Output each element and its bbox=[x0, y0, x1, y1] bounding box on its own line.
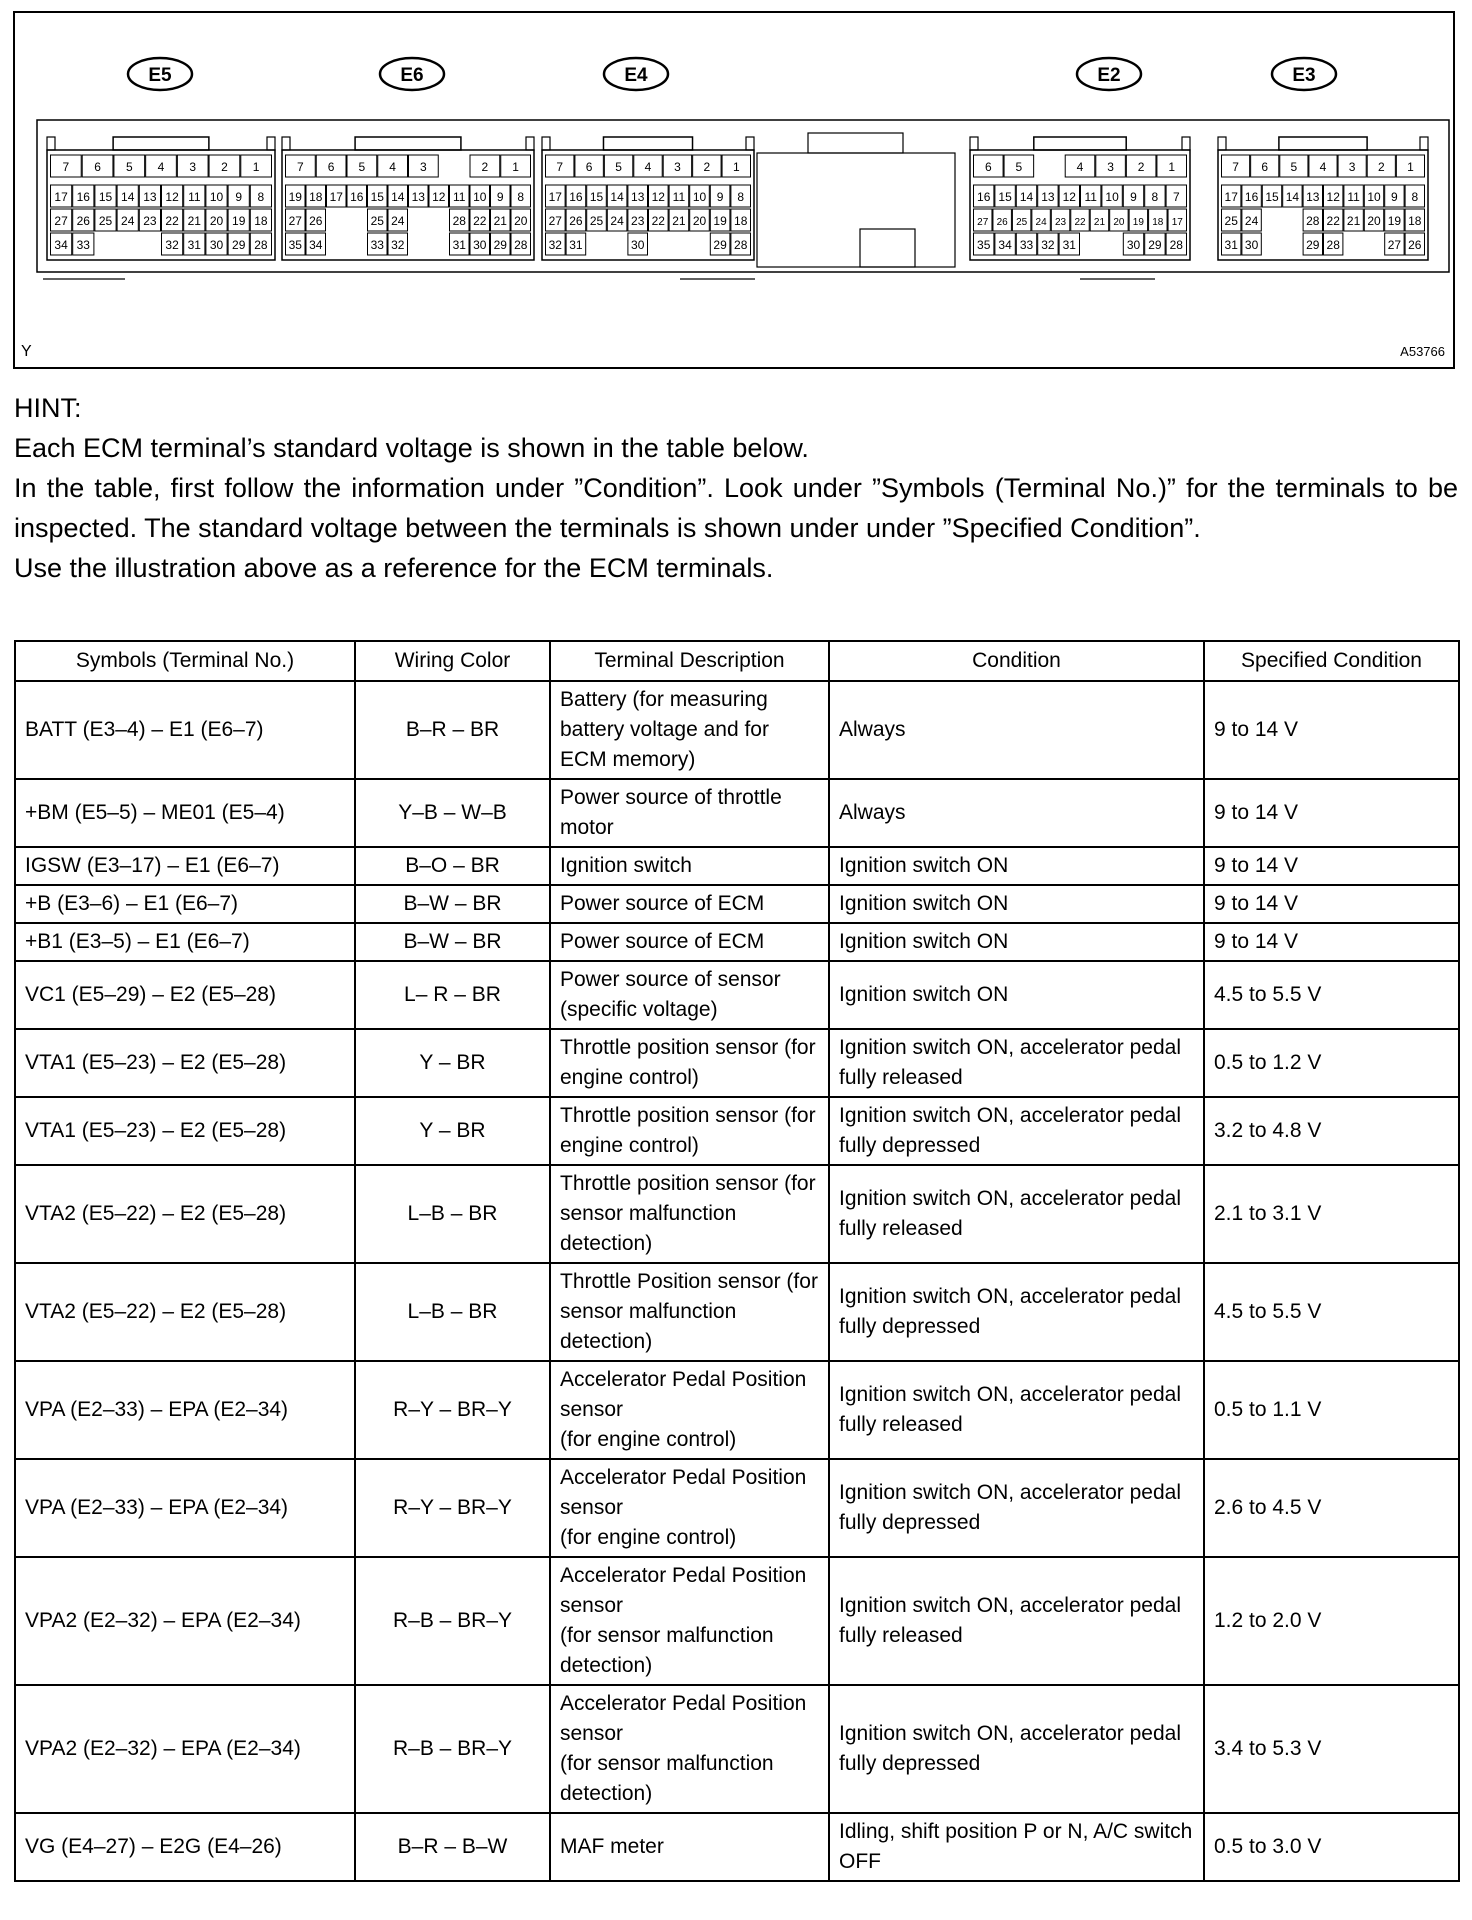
cell-specified: 3.2 to 4.8 V bbox=[1204, 1097, 1459, 1165]
terminal-number: 18 bbox=[1152, 217, 1164, 228]
cell-description: Accelerator Pedal Position sensor (for engine control) bbox=[550, 1459, 829, 1557]
terminal-number: 16 bbox=[350, 190, 364, 204]
terminal-number: 8 bbox=[257, 190, 265, 204]
terminal-number: 7 bbox=[1232, 160, 1239, 174]
table-row bbox=[15, 1263, 1459, 1361]
cell-specified: 9 to 14 V bbox=[1204, 923, 1459, 961]
terminal-number: 28 bbox=[1306, 214, 1320, 228]
terminal-number: 20 bbox=[209, 214, 224, 228]
cell-condition: Ignition switch ON bbox=[829, 961, 1204, 1029]
cell-condition: Idling, shift position P or N, A/C switch OFF bbox=[829, 1813, 1204, 1881]
terminal-number: 7 bbox=[556, 160, 564, 174]
cell-specified: 9 to 14 V bbox=[1204, 885, 1459, 923]
terminal-number: 32 bbox=[1041, 238, 1055, 252]
terminal-number: 15 bbox=[998, 190, 1012, 204]
terminal-number: 10 bbox=[692, 190, 707, 204]
cell-symbols: VPA (E2–33) – EPA (E2–34) bbox=[15, 1459, 355, 1557]
terminal-number: 13 bbox=[1041, 190, 1055, 204]
terminal-number: 34 bbox=[54, 238, 68, 252]
cell-wiring-color: B–O – BR bbox=[355, 847, 550, 885]
header-terminal-description: Terminal Description bbox=[550, 641, 829, 681]
terminal-number: 25 bbox=[1016, 217, 1028, 228]
connector-latch bbox=[603, 137, 692, 150]
terminal-number: 18 bbox=[309, 190, 323, 204]
terminal-number: 29 bbox=[1306, 238, 1320, 252]
connector-post bbox=[1218, 137, 1226, 150]
terminal-number: 31 bbox=[1062, 238, 1076, 252]
cell-description: Power source of sensor (specific voltage) bbox=[550, 961, 829, 1029]
terminal-number: 20 bbox=[692, 214, 707, 228]
terminal-number: 14 bbox=[610, 190, 624, 204]
terminal-number: 11 bbox=[453, 190, 466, 204]
ecm-terminal-table bbox=[14, 640, 1460, 1882]
terminal-number: 17 bbox=[1224, 190, 1238, 204]
cell-specified: 0.5 to 1.2 V bbox=[1204, 1029, 1459, 1097]
table-row bbox=[15, 847, 1459, 885]
connector-label: E5 bbox=[148, 65, 172, 86]
terminal-number: 5 bbox=[125, 160, 133, 174]
terminal-number: 18 bbox=[734, 214, 748, 228]
table-row bbox=[15, 1029, 1459, 1097]
ecm-connector-diagram bbox=[15, 13, 1453, 367]
terminal-number: 2 bbox=[221, 160, 228, 174]
terminal-number: 18 bbox=[1408, 214, 1422, 228]
connector-latch bbox=[355, 137, 461, 150]
terminal-number: 16 bbox=[569, 190, 583, 204]
connector-post bbox=[746, 137, 754, 150]
cell-specified: 0.5 to 1.1 V bbox=[1204, 1361, 1459, 1459]
cell-symbols: BATT (E3–4) – E1 (E6–7) bbox=[15, 681, 355, 779]
cell-symbols: +BM (E5–5) – ME01 (E5–4) bbox=[15, 779, 355, 847]
cell-description: Power source of ECM bbox=[550, 885, 829, 923]
connector-post bbox=[526, 137, 534, 150]
table-row bbox=[15, 1361, 1459, 1459]
terminal-number: 29 bbox=[232, 238, 246, 252]
terminal-number: 13 bbox=[631, 190, 645, 204]
terminal-number: 28 bbox=[254, 238, 268, 252]
table-row bbox=[15, 961, 1459, 1029]
terminal-number: 29 bbox=[1148, 238, 1162, 252]
terminal-number: 3 bbox=[189, 160, 197, 174]
connector-post bbox=[267, 137, 275, 150]
cell-description: Throttle position sensor (for sensor malfunction detection) bbox=[550, 1165, 829, 1263]
terminal-number: 19 bbox=[1387, 214, 1402, 228]
terminal-number: 12 bbox=[651, 190, 665, 204]
terminal-number: 22 bbox=[165, 214, 179, 228]
cell-condition: Ignition switch ON, accelerator pedal fully depressed bbox=[829, 1097, 1204, 1165]
terminal-number: 24 bbox=[1244, 214, 1259, 228]
terminal-number: 33 bbox=[76, 238, 90, 252]
terminal-number: 14 bbox=[121, 190, 135, 204]
terminal-number: 27 bbox=[548, 214, 562, 228]
cell-condition: Ignition switch ON, accelerator pedal fully released bbox=[829, 1029, 1204, 1097]
table-header-row bbox=[15, 641, 1459, 681]
terminal-number: 35 bbox=[977, 238, 991, 252]
table-row bbox=[15, 1557, 1459, 1685]
hint-line-3: Use the illustration above as a reference for the ECM terminals. bbox=[14, 553, 774, 583]
table-row bbox=[15, 1097, 1459, 1165]
connector-post bbox=[282, 137, 290, 150]
cell-condition: Ignition switch ON bbox=[829, 847, 1204, 885]
terminal-number: 12 bbox=[165, 190, 179, 204]
terminal-number: 24 bbox=[1035, 217, 1047, 228]
terminal-number: 28 bbox=[1169, 238, 1183, 252]
terminal-number: 9 bbox=[716, 190, 724, 204]
cell-condition: Ignition switch ON bbox=[829, 923, 1204, 961]
terminal-number: 31 bbox=[569, 238, 583, 252]
terminal-number: 30 bbox=[1244, 238, 1259, 252]
cell-wiring-color: R–B – BR–Y bbox=[355, 1557, 550, 1685]
terminal-number: 14 bbox=[391, 190, 405, 204]
terminal-number: 20 bbox=[1367, 214, 1381, 228]
cell-description: Accelerator Pedal Position sensor (for sensor malfunction detection) bbox=[550, 1557, 829, 1685]
terminal-number: 25 bbox=[98, 214, 113, 228]
hint-section bbox=[14, 388, 1458, 588]
terminal-number: 34 bbox=[998, 238, 1012, 252]
connector-label: E4 bbox=[624, 65, 648, 86]
terminal-number: 11 bbox=[188, 190, 201, 204]
terminal-number: 15 bbox=[1265, 190, 1279, 204]
connector-post bbox=[1420, 137, 1428, 150]
terminal-number: 7 bbox=[297, 160, 304, 174]
terminal-number: 4 bbox=[644, 160, 652, 174]
terminal-number: 28 bbox=[514, 238, 528, 252]
terminal-number: 10 bbox=[209, 190, 224, 204]
terminal-number: 19 bbox=[288, 190, 302, 204]
terminal-number: 25 bbox=[1224, 214, 1238, 228]
cell-symbols: VTA1 (E5–23) – E2 (E5–28) bbox=[15, 1097, 355, 1165]
terminal-number: 23 bbox=[631, 214, 645, 228]
cell-wiring-color: B–W – BR bbox=[355, 885, 550, 923]
connector-label: E2 bbox=[1097, 65, 1121, 86]
connector-post bbox=[1182, 137, 1190, 150]
cell-description: MAF meter bbox=[550, 1813, 829, 1881]
connector-post bbox=[970, 137, 978, 150]
terminal-number: 23 bbox=[1054, 217, 1067, 228]
terminal-number: 5 bbox=[1290, 160, 1298, 174]
terminal-number: 2 bbox=[481, 160, 489, 174]
header-condition: Condition bbox=[829, 641, 1204, 681]
cell-wiring-color: Y – BR bbox=[355, 1097, 550, 1165]
connector-post bbox=[47, 137, 55, 150]
terminal-number: 17 bbox=[329, 190, 343, 204]
terminal-number: 6 bbox=[984, 160, 992, 174]
terminal-number: 28 bbox=[734, 238, 748, 252]
terminal-number: 20 bbox=[514, 214, 528, 228]
terminal-number: 13 bbox=[411, 190, 425, 204]
hint-line-1: Each ECM terminal’s standard voltage is shown in the table below. bbox=[14, 433, 809, 463]
terminal-number: 25 bbox=[370, 214, 384, 228]
cell-wiring-color: R–Y – BR–Y bbox=[355, 1459, 550, 1557]
terminal-number: 15 bbox=[370, 190, 384, 204]
cell-symbols: VG (E4–27) – E2G (E4–26) bbox=[15, 1813, 355, 1881]
terminal-number: 32 bbox=[548, 238, 562, 252]
cell-specified: 4.5 to 5.5 V bbox=[1204, 1263, 1459, 1361]
terminal-number: 3 bbox=[674, 160, 681, 174]
terminal-number: 1 bbox=[732, 160, 740, 174]
terminal-number: 13 bbox=[143, 190, 157, 204]
terminal-number: 7 bbox=[1172, 190, 1180, 204]
connector-post bbox=[542, 137, 550, 150]
terminal-number: 22 bbox=[651, 214, 665, 228]
terminal-number: 5 bbox=[615, 160, 622, 174]
terminal-number: 26 bbox=[996, 217, 1008, 228]
terminal-number: 6 bbox=[585, 160, 593, 174]
cell-condition: Ignition switch ON, accelerator pedal fully depressed bbox=[829, 1685, 1204, 1813]
terminal-number: 9 bbox=[496, 190, 504, 204]
terminal-number: 12 bbox=[432, 190, 446, 204]
header-specified-condition: Specified Condition bbox=[1204, 641, 1459, 681]
cell-specified: 9 to 14 V bbox=[1204, 779, 1459, 847]
terminal-number: 6 bbox=[94, 160, 101, 174]
table-row bbox=[15, 1685, 1459, 1813]
center-latch bbox=[808, 133, 903, 153]
cell-description: Accelerator Pedal Position sensor (for sensor malfunction detection) bbox=[550, 1685, 829, 1813]
cell-symbols: IGSW (E3–17) – E1 (E6–7) bbox=[15, 847, 355, 885]
terminal-number: 11 bbox=[672, 190, 686, 204]
terminal-number: 27 bbox=[288, 214, 302, 228]
cell-condition: Ignition switch ON bbox=[829, 885, 1204, 923]
terminal-number: 17 bbox=[1171, 217, 1183, 228]
terminal-number: 2 bbox=[1377, 160, 1385, 174]
terminal-number: 5 bbox=[1015, 160, 1023, 174]
terminal-number: 3 bbox=[1348, 160, 1356, 174]
terminal-number: 12 bbox=[1062, 190, 1076, 204]
cell-specified: 3.4 to 5.3 V bbox=[1204, 1685, 1459, 1813]
cell-symbols: VTA1 (E5–23) – E2 (E5–28) bbox=[15, 1029, 355, 1097]
terminal-number: 10 bbox=[473, 190, 487, 204]
terminal-number: 13 bbox=[1306, 190, 1320, 204]
cell-specified: 9 to 14 V bbox=[1204, 847, 1459, 885]
terminal-number: 24 bbox=[121, 214, 135, 228]
cell-wiring-color: B–R – B–W bbox=[355, 1813, 550, 1881]
cell-condition: Ignition switch ON, accelerator pedal fully released bbox=[829, 1557, 1204, 1685]
table-row bbox=[15, 1459, 1459, 1557]
cell-symbols: VPA (E2–33) – EPA (E2–34) bbox=[15, 1361, 355, 1459]
terminal-number: 2 bbox=[1137, 160, 1145, 174]
cell-specified: 2.6 to 4.5 V bbox=[1204, 1459, 1459, 1557]
terminal-number: 19 bbox=[713, 214, 727, 228]
terminal-number: 33 bbox=[370, 238, 384, 252]
cell-wiring-color: R–B – BR–Y bbox=[355, 1685, 550, 1813]
terminal-number: 9 bbox=[235, 190, 243, 204]
terminal-number: 12 bbox=[1326, 190, 1340, 204]
terminal-number: 19 bbox=[232, 214, 246, 228]
terminal-number: 24 bbox=[610, 214, 624, 228]
terminal-number: 22 bbox=[473, 214, 487, 228]
cell-description: Throttle position sensor (for engine control) bbox=[550, 1029, 829, 1097]
terminal-number: 16 bbox=[977, 190, 991, 204]
table-row bbox=[15, 1813, 1459, 1881]
cell-description: Accelerator Pedal Position sensor (for engine control) bbox=[550, 1361, 829, 1459]
figure-code: A53766 bbox=[1400, 344, 1445, 359]
cell-condition: Ignition switch ON, accelerator pedal fully released bbox=[829, 1361, 1204, 1459]
terminal-number: 7 bbox=[62, 160, 70, 174]
hint-line-2: In the table, first follow the information under ”Condition”. Look under ”Symbols (Terminal No.)” for the terminals to be inspected. The standard voltage between the terminals is shown under under ”Specified Condition”. bbox=[14, 473, 1458, 543]
terminal-number: 35 bbox=[288, 238, 302, 252]
cell-wiring-color: R–Y – BR–Y bbox=[355, 1361, 550, 1459]
cell-symbols: VTA2 (E5–22) – E2 (E5–28) bbox=[15, 1165, 355, 1263]
table-row bbox=[15, 1165, 1459, 1263]
terminal-number: 15 bbox=[589, 190, 604, 204]
terminal-number: 19 bbox=[1132, 217, 1144, 228]
terminal-number: 26 bbox=[569, 214, 583, 228]
terminal-number: 30 bbox=[209, 238, 224, 252]
terminal-number: 24 bbox=[391, 214, 405, 228]
terminal-number: 31 bbox=[187, 238, 201, 252]
terminal-number: 21 bbox=[1346, 214, 1361, 228]
terminal-number: 18 bbox=[254, 214, 268, 228]
terminal-number: 29 bbox=[493, 238, 507, 252]
terminal-number: 8 bbox=[737, 190, 745, 204]
terminal-number: 16 bbox=[76, 190, 90, 204]
cell-description: Battery (for measuring battery voltage and for ECM memory) bbox=[550, 681, 829, 779]
terminal-number: 33 bbox=[1019, 238, 1034, 252]
terminal-number: 3 bbox=[1107, 160, 1114, 174]
terminal-number: 30 bbox=[631, 238, 645, 252]
terminal-number: 2 bbox=[703, 160, 711, 174]
terminal-number: 32 bbox=[165, 238, 179, 252]
terminal-number: 9 bbox=[1391, 190, 1398, 204]
terminal-number: 29 bbox=[713, 238, 727, 252]
terminal-number: 10 bbox=[1367, 190, 1381, 204]
cell-condition: Always bbox=[829, 779, 1204, 847]
terminal-number: 25 bbox=[589, 214, 604, 228]
terminal-number: 30 bbox=[1126, 238, 1141, 252]
cell-description: Power source of ECM bbox=[550, 923, 829, 961]
terminal-number: 21 bbox=[1093, 217, 1106, 228]
terminal-number: 21 bbox=[672, 214, 686, 228]
cell-wiring-color: L–B – BR bbox=[355, 1165, 550, 1263]
cell-wiring-color: Y–B – W–B bbox=[355, 779, 550, 847]
cell-specified: 2.1 to 3.1 V bbox=[1204, 1165, 1459, 1263]
terminal-number: 16 bbox=[1244, 190, 1259, 204]
terminal-number: 1 bbox=[1407, 160, 1414, 174]
cell-description: Throttle Position sensor (for sensor malfunction detection) bbox=[550, 1263, 829, 1361]
terminal-number: 17 bbox=[548, 190, 562, 204]
cell-symbols: VPA2 (E2–32) – EPA (E2–34) bbox=[15, 1685, 355, 1813]
cell-condition: Always bbox=[829, 681, 1204, 779]
center-section bbox=[757, 153, 955, 267]
cell-description: Throttle position sensor (for engine control) bbox=[550, 1097, 829, 1165]
terminal-number: 26 bbox=[1408, 238, 1422, 252]
figure-corner-label: Y bbox=[21, 343, 32, 360]
cell-specified: 0.5 to 3.0 V bbox=[1204, 1813, 1459, 1881]
terminal-number: 22 bbox=[1326, 214, 1340, 228]
table-row bbox=[15, 923, 1459, 961]
terminal-number: 1 bbox=[1168, 160, 1176, 174]
connector-latch bbox=[113, 137, 209, 150]
cell-wiring-color: Y – BR bbox=[355, 1029, 550, 1097]
table-row bbox=[15, 779, 1459, 847]
terminal-number: 10 bbox=[1105, 190, 1119, 204]
terminal-number: 6 bbox=[1261, 160, 1269, 174]
header-symbols: Symbols (Terminal No.) bbox=[15, 641, 355, 681]
terminal-number: 4 bbox=[1319, 160, 1327, 174]
connector-latch bbox=[1034, 137, 1126, 150]
cell-description: Ignition switch bbox=[550, 847, 829, 885]
terminal-number: 32 bbox=[391, 238, 405, 252]
terminal-number: 4 bbox=[389, 160, 396, 174]
cell-symbols: +B (E3–6) – E1 (E6–7) bbox=[15, 885, 355, 923]
cell-condition: Ignition switch ON, accelerator pedal fully released bbox=[829, 1165, 1204, 1263]
terminal-number: 28 bbox=[1326, 238, 1340, 252]
terminal-number: 5 bbox=[358, 160, 366, 174]
cell-symbols: VTA2 (E5–22) – E2 (E5–28) bbox=[15, 1263, 355, 1361]
cell-specified: 9 to 14 V bbox=[1204, 681, 1459, 779]
cell-specified: 4.5 to 5.5 V bbox=[1204, 961, 1459, 1029]
cell-wiring-color: L– R – BR bbox=[355, 961, 550, 1029]
terminal-number: 28 bbox=[452, 214, 466, 228]
terminal-number: 15 bbox=[98, 190, 113, 204]
cell-symbols: +B1 (E3–5) – E1 (E6–7) bbox=[15, 923, 355, 961]
table-row bbox=[15, 885, 1459, 923]
cell-specified: 1.2 to 2.0 V bbox=[1204, 1557, 1459, 1685]
terminal-number: 21 bbox=[187, 214, 201, 228]
terminal-number: 31 bbox=[452, 238, 466, 252]
center-notch bbox=[860, 229, 915, 267]
terminal-number: 27 bbox=[1387, 238, 1402, 252]
terminal-number: 27 bbox=[977, 217, 989, 228]
terminal-number: 14 bbox=[1285, 190, 1300, 204]
terminal-number: 34 bbox=[309, 238, 323, 252]
terminal-number: 1 bbox=[252, 160, 260, 174]
cell-wiring-color: B–W – BR bbox=[355, 923, 550, 961]
terminal-number: 4 bbox=[1076, 160, 1084, 174]
connector-latch bbox=[1279, 137, 1367, 150]
terminal-number: 31 bbox=[1224, 238, 1238, 252]
terminal-number: 11 bbox=[1347, 190, 1360, 204]
hint-title: HINT: bbox=[14, 393, 82, 423]
cell-description: Power source of throttle motor bbox=[550, 779, 829, 847]
cell-symbols: VPA2 (E2–32) – EPA (E2–34) bbox=[15, 1557, 355, 1685]
cell-condition: Ignition switch ON, accelerator pedal fully depressed bbox=[829, 1459, 1204, 1557]
cell-symbols: VC1 (E5–29) – E2 (E5–28) bbox=[15, 961, 355, 1029]
ecm-connector-illustration bbox=[13, 11, 1455, 369]
terminal-number: 1 bbox=[512, 160, 519, 174]
terminal-number: 6 bbox=[327, 160, 335, 174]
terminal-number: 14 bbox=[1019, 190, 1034, 204]
terminal-number: 21 bbox=[493, 214, 507, 228]
connector-label: E6 bbox=[400, 65, 424, 86]
terminal-number: 3 bbox=[420, 160, 427, 174]
cell-condition: Ignition switch ON, accelerator pedal fully depressed bbox=[829, 1263, 1204, 1361]
terminal-number: 4 bbox=[157, 160, 165, 174]
terminal-number: 8 bbox=[517, 190, 525, 204]
terminal-number: 8 bbox=[1151, 190, 1159, 204]
terminal-number: 20 bbox=[1113, 217, 1125, 228]
terminal-number: 30 bbox=[473, 238, 487, 252]
connector-label: E3 bbox=[1292, 65, 1316, 86]
terminal-number: 27 bbox=[54, 214, 68, 228]
terminal-number: 11 bbox=[1084, 190, 1097, 204]
header-wiring-color: Wiring Color bbox=[355, 641, 550, 681]
cell-wiring-color: B–R – BR bbox=[355, 681, 550, 779]
table-row bbox=[15, 681, 1459, 779]
terminal-number: 26 bbox=[76, 214, 90, 228]
terminal-number: 23 bbox=[143, 214, 157, 228]
terminal-number: 8 bbox=[1411, 190, 1419, 204]
terminal-number: 22 bbox=[1074, 217, 1086, 228]
terminal-number: 26 bbox=[309, 214, 323, 228]
cell-wiring-color: L–B – BR bbox=[355, 1263, 550, 1361]
terminal-number: 17 bbox=[54, 190, 68, 204]
terminal-number: 9 bbox=[1130, 190, 1137, 204]
